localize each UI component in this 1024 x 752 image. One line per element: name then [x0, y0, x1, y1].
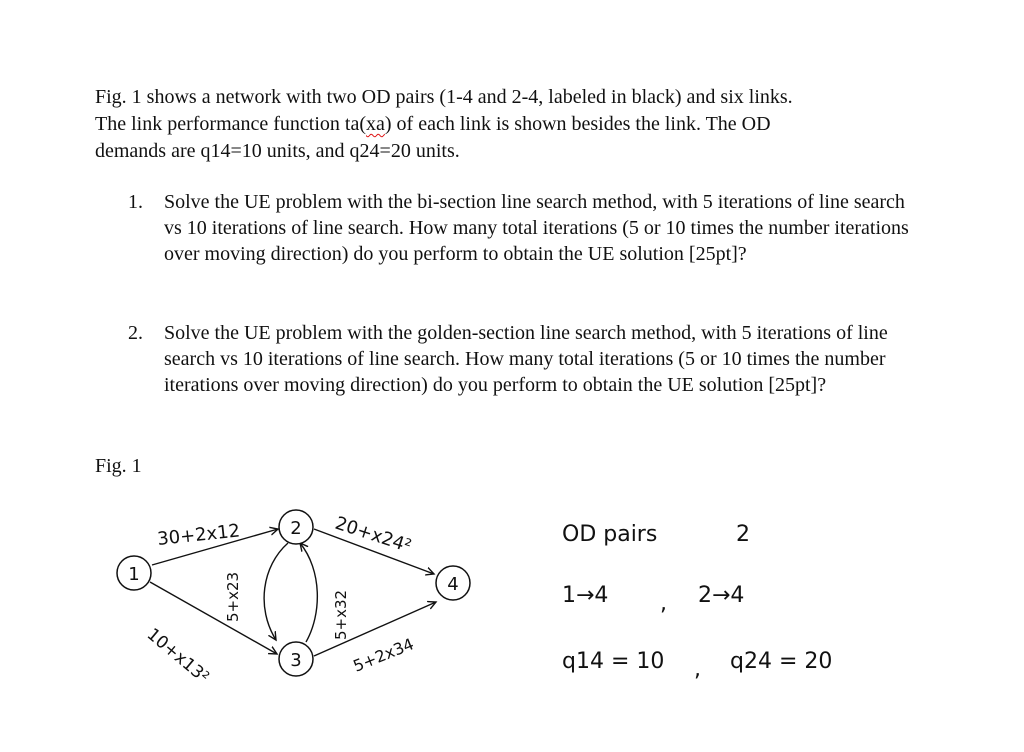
figure-label: Fig. 1 — [95, 455, 142, 477]
link-label-3-4: 5+2x34 — [350, 634, 417, 676]
question-text: Solve the UE problem with the golden-section line search method, with 5 iterations of line search vs 10 iterations of line search. How many total iterations (5 or 10 times the number iterations over moving direction) do you perform to obtain the UE solution [25pt]? — [164, 322, 888, 396]
od-pair-1: 1→4 — [562, 583, 609, 608]
question-number: 2. — [128, 322, 143, 344]
link-label-2-3: 5+x23 — [224, 571, 242, 622]
node-1 — [117, 556, 151, 590]
spellcheck-word: xa — [366, 113, 385, 135]
node-2-label: 2 — [290, 518, 302, 539]
demand-2: q24 = 20 — [730, 649, 833, 674]
comma-icon: , — [694, 657, 701, 682]
intro-line-3: demands are q14=10 units, and q24=20 units. — [95, 140, 460, 162]
node-1-label: 1 — [128, 564, 140, 585]
node-4-label: 4 — [447, 574, 459, 595]
intro-line-2c: ) of each link is shown besides the link. The OD — [384, 113, 771, 135]
link-label-2-4: 20+x24² — [332, 512, 414, 558]
node-3-label: 3 — [290, 650, 302, 671]
question-number: 1. — [128, 191, 143, 213]
link-2-3 — [264, 543, 288, 640]
comma-icon: , — [660, 591, 667, 616]
node-4 — [436, 566, 470, 600]
node-3 — [279, 642, 313, 676]
link-label-1-3: 10+x13² — [142, 624, 213, 688]
intro-line-2a: The link performance function ta( — [95, 113, 366, 135]
od-pairs-title: OD pairs — [562, 522, 658, 547]
link-3-2 — [300, 543, 317, 642]
question-text: Solve the UE problem with the bi-section line search method, with 5 iterations of line search vs 10 iterations of line search. How many total iterations (5 or 10 times the number iterations over moving direction) do you perform to obtain the UE solution [25pt]? — [164, 191, 909, 265]
od-pairs-count: 2 — [736, 522, 750, 547]
od-pair-2: 2→4 — [698, 583, 745, 608]
link-label-1-2: 30+2x12 — [156, 520, 242, 550]
node-2 — [279, 510, 313, 544]
intro-line-1: Fig. 1 shows a network with two OD pairs (1-4 and 2-4, labeled in black) and six links. — [95, 86, 793, 108]
link-label-3-2: 5+x32 — [332, 589, 350, 640]
demand-1: q14 = 10 — [562, 649, 665, 674]
